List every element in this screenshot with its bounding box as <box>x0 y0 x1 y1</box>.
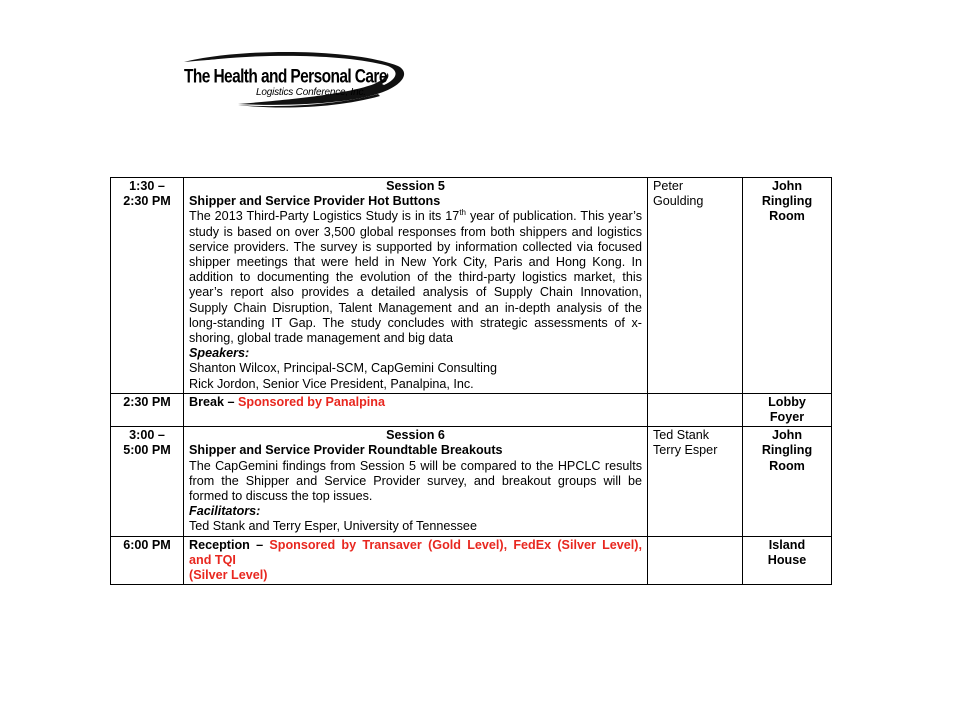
time-start: 6:00 PM <box>123 537 171 552</box>
room-name: House <box>767 552 807 567</box>
speaker-entry: Shanton Wilcox, Principal-SCM, CapGemini Consulting <box>189 361 497 376</box>
conference-logo <box>178 50 408 110</box>
session-title: Shipper and Service Provider Hot Buttons <box>189 194 441 209</box>
time-cell <box>111 393 184 426</box>
room-cell <box>743 178 832 394</box>
break-cell <box>184 393 648 426</box>
schedule-table <box>110 177 832 585</box>
logo-title: The Health and Personal Care <box>184 66 387 88</box>
session-heading: Session 5 <box>386 179 445 193</box>
schedule-row-session-6 <box>111 427 832 536</box>
room-cell <box>743 427 832 536</box>
time-start: 2:30 PM <box>123 394 171 409</box>
facilitator-entry: Ted Stank and Terry Esper, University of Tennessee <box>189 519 477 534</box>
session-description-cell <box>184 427 648 536</box>
room-name: John <box>771 428 803 443</box>
speaker-name: Terry Esper <box>653 443 718 458</box>
speaker-name: Peter <box>653 179 684 193</box>
schedule-row-session-5 <box>111 178 832 394</box>
speaker-names-cell <box>648 178 743 394</box>
time-cell <box>111 536 184 585</box>
time-start: 1:30 – <box>129 179 165 193</box>
sponsor-text: Sponsored by Panalpina <box>238 394 385 409</box>
reception-cell <box>184 536 648 585</box>
room-name: Ringling <box>761 194 813 209</box>
speakers-label: Speakers: <box>189 346 250 361</box>
time-cell <box>111 427 184 536</box>
session-description-cell <box>184 178 648 394</box>
time-cell <box>111 178 184 394</box>
time-end: 5:00 PM <box>123 443 171 458</box>
room-name: Room <box>769 209 805 224</box>
session-heading: Session 6 <box>386 428 445 443</box>
room-name: Lobby <box>768 394 806 409</box>
facilitators-label: Facilitators: <box>189 504 261 519</box>
speaker-name: Goulding <box>653 194 704 209</box>
reception-label: Reception – <box>189 537 270 552</box>
session-title: Shipper and Service Provider Roundtable Breakouts <box>189 443 503 458</box>
time-start: 3:00 – <box>129 428 165 443</box>
speaker-names-cell <box>648 427 743 536</box>
schedule-row-break <box>111 393 832 426</box>
room-name: Island <box>768 537 806 552</box>
logo-subtitle: Logistics Conference, Inc. <box>256 87 366 98</box>
speaker-entry: Rick Jordon, Senior Vice President, Panalpina, Inc. <box>189 376 474 391</box>
speaker-names-cell <box>648 536 743 585</box>
room-name: Foyer <box>769 410 805 425</box>
time-end: 2:30 PM <box>123 194 171 209</box>
speaker-name: Ted Stank <box>653 428 710 443</box>
room-name: Ringling <box>761 443 813 458</box>
sponsor-text: Sponsored by Transaver (Gold Level), FedEx (Silver Level), and TQI <box>189 537 643 567</box>
room-cell <box>743 393 832 426</box>
session-description: The 2013 Third-Party Logistics Study is in its 17th year of publication. This year’s study is based on over 3,500 global responses from both shippers and logistics service providers. The survey is supported by information collected via focused shipper meetings that were held in New York City, Paris and Hong Kong. In addition to documenting the evolution of the third-party logistics market, this year’s report also provides a detailed analysis of Supply Chain Innovation, Supply Chain Disruption, Talent Management and an in-depth analysis of the long-standing IT Gap. The study concludes with strategic assessments of x-shoring, global trade management and big data <box>189 208 642 346</box>
break-label: Break – <box>189 394 239 409</box>
speaker-names-cell <box>648 393 743 426</box>
schedule-row-reception <box>111 536 832 585</box>
session-description: The CapGemini findings from Session 5 will be compared to the HPCLC results from the Shipper and Service Provider survey, and breakout groups will be formed to discuss the top issues. <box>189 458 642 504</box>
room-name: John <box>771 179 803 193</box>
room-cell <box>743 536 832 585</box>
sponsor-text: (Silver Level) <box>189 568 268 583</box>
room-name: Room <box>769 458 805 473</box>
